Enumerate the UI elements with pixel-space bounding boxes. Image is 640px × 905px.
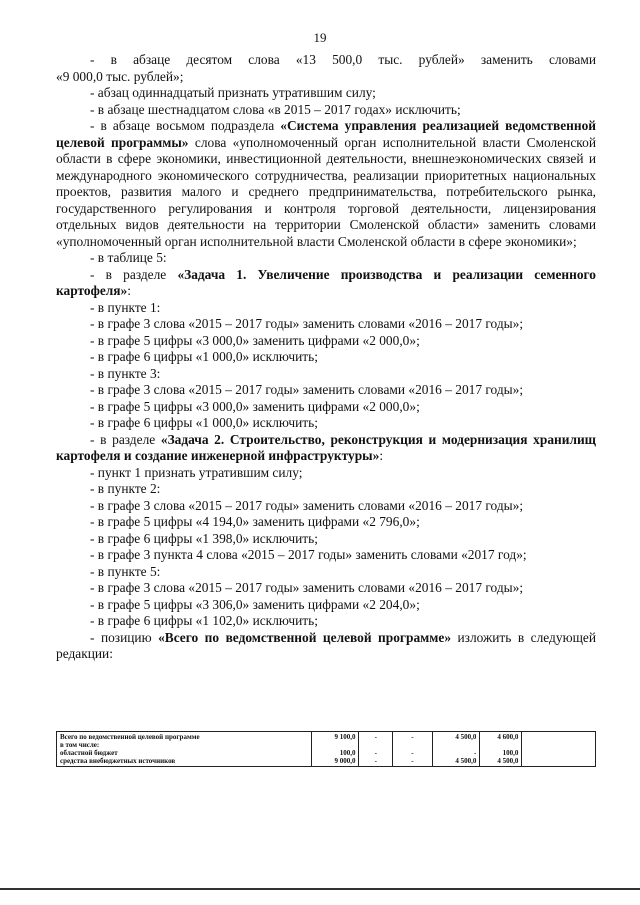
para-text: слова «уполномоченный орган исполнительной власти Смоленской области в сфере экономики, инвестиционной деятельности, внешнеэкономических связей и международного экономического сотрудничества, реализации приоритетных национальных проектов, развития малого и среднего предпринимательства, потребительского рынка, государственного регулирования и контроля торговой деятельности, лицензирования отдельных видов деятельности на территории Смоленской области» заменить словами «уполномоченный орган исполнительной власти Смоленской области в сфере экономики»;	[56, 134, 596, 249]
cell-value: -	[374, 733, 377, 741]
page-number: 19	[313, 30, 327, 45]
para-text: - позицию	[90, 629, 159, 645]
cell-value	[315, 741, 356, 749]
cell-value: 4 600,0	[497, 733, 519, 741]
para-text: :	[379, 448, 384, 463]
table-cell	[311, 732, 359, 767]
list-item: - в графе 3 слова «2015 – 2017 годы» заменить словами «2016 – 2017 годы»;	[90, 497, 524, 513]
table-cell	[359, 732, 393, 767]
list-item: - в графе 5 цифры «3 000,0» заменить цифрами «2 000,0»;	[90, 332, 420, 348]
cell-value	[362, 741, 389, 749]
list-item: - в графе 5 цифры «3 000,0» заменить цифрами «2 000,0»;	[90, 398, 420, 414]
table-cell	[57, 732, 312, 767]
row-label: в том числе:	[60, 741, 100, 749]
cell-value: -	[374, 757, 377, 765]
cell-value: 9 000,0	[334, 757, 356, 765]
cell-value: 100,0	[502, 749, 519, 757]
para-bold-text: «Задача 2. Строительство, реконструкция и модернизация хранилищ картофеля и создание инженерной инфраструктуры»	[56, 431, 596, 463]
program-total-table	[56, 731, 596, 767]
list-item: - в графе 3 слова «2015 – 2017 годы» заменить словами «2016 – 2017 годы»;	[90, 580, 524, 595]
cell-value	[483, 741, 518, 749]
list-item: - в графе 3 слова «2015 – 2017 годы» заменить словами «2016 – 2017 годы»;	[90, 382, 524, 397]
cell-value: -	[411, 733, 414, 741]
list-item: - в пункте 1:	[90, 299, 161, 315]
list-item: - в графе 6 цифры «1 000,0» исключить;	[90, 415, 318, 430]
para-bold-text: «Система управления реализацией ведомственной целевой программы»	[56, 118, 596, 150]
document-body	[56, 52, 596, 663]
table-cell	[432, 732, 480, 767]
text-line: «9 000,0 тыс. рублей»;	[56, 68, 184, 84]
para-bold-text: «Задача 1. Увеличение производства и реализации семенного картофеля»	[56, 266, 596, 298]
list-item: - в графе 3 слова «2015 – 2017 годы» заменить словами «2016 – 2017 годы»;	[90, 316, 524, 331]
para-bold-text: «Всего по ведомственной целевой программе»	[158, 629, 452, 645]
list-item: - в пункте 2:	[90, 481, 161, 496]
table-row	[57, 732, 596, 767]
cell-value: -	[474, 749, 477, 757]
list-item: - пункт 1 признать утратившим силу;	[90, 464, 303, 480]
cell-value: 100,0	[339, 749, 356, 757]
cell-value: -	[374, 749, 377, 757]
cell-value: -	[411, 749, 414, 757]
cell-value: 9 100,0	[334, 733, 356, 741]
paragraph-task1	[56, 267, 596, 300]
list-item: - в графе 5 цифры «4 194,0» заменить цифрами «2 796,0»;	[90, 514, 420, 529]
paragraph-final	[56, 630, 596, 663]
para-text: - в разделе	[90, 266, 178, 282]
para-text: изложить в следующей редакции:	[56, 629, 596, 661]
para-text: :	[127, 283, 131, 298]
cell-value	[436, 741, 477, 749]
list-item: - в графе 6 цифры «1 398,0» исключить;	[90, 530, 318, 546]
para-text: - в разделе	[90, 431, 161, 447]
text-line: - в абзаце шестнадцатом слова «в 2015 – 2017 годах» исключить;	[90, 101, 461, 117]
cell-value: 4 500,0	[455, 733, 477, 741]
table-cell	[522, 732, 596, 767]
list-item: - в пункте 3:	[90, 365, 161, 381]
paragraph-system-management	[56, 118, 596, 250]
list-item: - в графе 5 цифры «3 306,0» заменить цифрами «2 204,0»;	[90, 596, 420, 612]
text-line: - абзац одиннадцатый признать утратившим силу;	[90, 85, 376, 100]
table	[56, 731, 596, 767]
para-text: - в абзаце восьмом подраздела	[90, 118, 281, 133]
list-item: - в графе 6 цифры «1 000,0» исключить;	[90, 349, 318, 364]
cell-value: 4 500,0	[497, 757, 519, 765]
cell-value	[396, 741, 428, 749]
row-label: средства внебюджетных источников	[60, 757, 176, 765]
list-item: - в пункте 5:	[90, 563, 161, 579]
list-item: - в графе 3 пункта 4 слова «2015 – 2017 годы» заменить словами «2017 год»;	[90, 547, 527, 562]
text-line: - в абзаце десятом слова «13 500,0 тыс. рублей» заменить словами	[90, 52, 596, 67]
row-label: областной бюджет	[60, 749, 118, 757]
table-cell	[393, 732, 432, 767]
cell-value: 4 500,0	[455, 757, 477, 765]
list-item: - в графе 6 цифры «1 102,0» исключить;	[90, 613, 318, 628]
row-label: Всего по ведомственной целевой программе	[60, 733, 200, 741]
paragraph-task2	[56, 432, 596, 465]
text-line: - в таблице 5:	[90, 250, 167, 265]
table-cell	[480, 732, 522, 767]
cell-value: -	[411, 757, 414, 765]
page-bottom-border	[0, 888, 640, 890]
